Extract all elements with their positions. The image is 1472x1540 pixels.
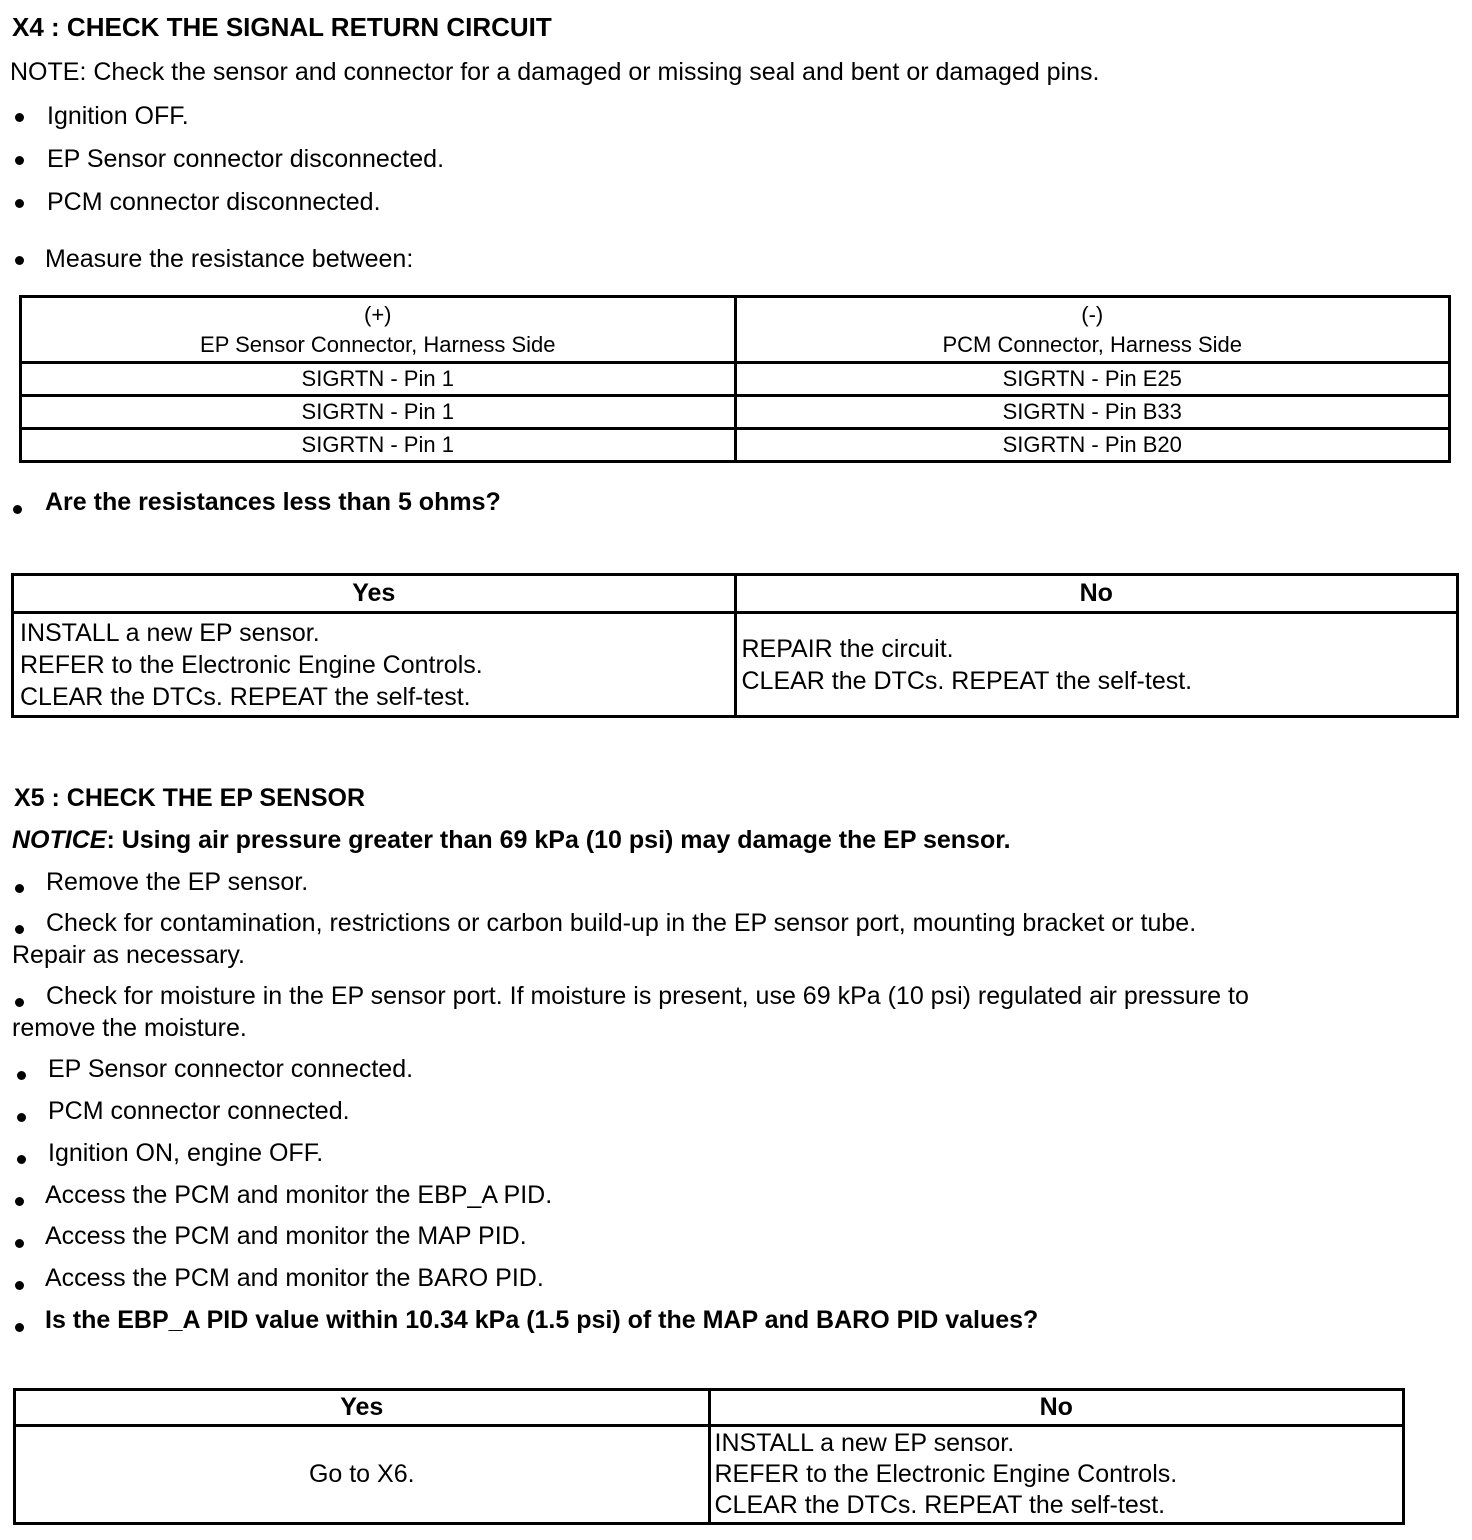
notice-text: : Using air pressure greater than 69 kPa (10 psi) may damage the EP sensor. (106, 826, 1011, 854)
bullet-icon (15, 925, 24, 934)
x4-question: Are the resistances less than 5 ohms? (45, 488, 501, 516)
bullet-icon (15, 1281, 24, 1290)
bullet-icon (15, 156, 24, 165)
bullet-icon (15, 998, 24, 1007)
x5-step: PCM connector connected. (48, 1097, 350, 1125)
yes-line: CLEAR the DTCs. REPEAT the self-test. (20, 682, 471, 711)
no-line: REPAIR the circuit. (741, 634, 954, 663)
x4-step: PCM connector disconnected. (47, 188, 381, 216)
x5-step: Check for moisture in the EP sensor port. If moisture is present, use 69 kPa (10 psi) regulated air pressure to (46, 982, 1249, 1010)
table-row (21, 429, 1450, 462)
x4-step: Ignition OFF. (47, 102, 189, 130)
x5-step: Check for contamination, restrictions or carbon build-up in the EP sensor port, mounting bracket or tube. (46, 909, 1197, 937)
x4-step: Measure the resistance between: (45, 245, 414, 273)
no-header: No (735, 575, 1458, 613)
bullet-icon (17, 1113, 26, 1122)
yes-line: INSTALL a new EP sensor. (20, 618, 320, 647)
yes-cell: Go to X6. (15, 1426, 710, 1524)
x5-step: Access the PCM and monitor the EBP_A PID. (45, 1181, 553, 1209)
x4-heading-text: : CHECK THE SIGNAL RETURN CIRCUIT (43, 12, 552, 42)
x4-decision-table (11, 573, 1459, 718)
x5-step: Access the PCM and monitor the MAP PID. (45, 1222, 527, 1250)
x5-notice (12, 825, 1011, 855)
table-cell: SIGRTN - Pin B33 (735, 396, 1450, 429)
x4-step: EP Sensor connector disconnected. (47, 145, 445, 173)
resistance-table-header (21, 297, 1450, 363)
x5-question: Is the EBP_A PID value within 10.34 kPa (1.5 psi) of the MAP and BARO PID values? (45, 1306, 1039, 1334)
no-header: No (709, 1390, 1404, 1426)
plus-column-label: EP Sensor Connector, Harness Side (200, 331, 556, 357)
x5-heading: X5 : CHECK THE EP SENSOR (14, 784, 366, 812)
table-cell: SIGRTN - Pin E25 (735, 363, 1450, 396)
x4-heading-code: X4 (12, 12, 44, 42)
table-cell: SIGRTN - Pin B20 (735, 429, 1450, 462)
no-cell (735, 613, 1458, 717)
bullet-icon (13, 505, 22, 514)
table-cell: SIGRTN - Pin 1 (21, 429, 736, 462)
bullet-icon (15, 256, 24, 265)
no-line: INSTALL a new EP sensor. (714, 1429, 1015, 1457)
bullet-icon (15, 113, 24, 122)
x5-decision-table (13, 1388, 1405, 1525)
resistance-table (19, 295, 1451, 463)
bullet-icon (15, 884, 24, 893)
x4-decision-row (13, 613, 1458, 717)
plus-symbol: (+) (364, 301, 392, 327)
x4-heading (12, 12, 552, 42)
x5-step: EP Sensor connector connected. (48, 1055, 414, 1083)
x4-decision-header (13, 575, 1458, 613)
bullet-icon (17, 1155, 26, 1164)
x5-step-continued: Repair as necessary. (12, 941, 245, 969)
bullet-icon (15, 1197, 24, 1206)
no-line: CLEAR the DTCs. REPEAT the self-test. (741, 666, 1193, 695)
bullet-icon (15, 1239, 24, 1248)
plus-column-header (21, 297, 736, 363)
x5-decision-header (15, 1390, 1404, 1426)
table-row (21, 396, 1450, 429)
yes-header: Yes (13, 575, 736, 613)
x5-step: Access the PCM and monitor the BARO PID. (45, 1264, 544, 1292)
no-cell (709, 1426, 1404, 1524)
bullet-icon (15, 199, 24, 208)
yes-line: REFER to the Electronic Engine Controls. (20, 650, 483, 679)
no-line: REFER to the Electronic Engine Controls. (714, 1460, 1178, 1488)
minus-column-label: PCM Connector, Harness Side (942, 331, 1243, 357)
yes-header: Yes (15, 1390, 710, 1426)
x4-note: NOTE: Check the sensor and connector for a damaged or missing seal and bent or damaged pins. (10, 58, 1100, 86)
x5-step: Ignition ON, engine OFF. (48, 1139, 324, 1167)
bullet-icon (15, 1323, 24, 1332)
x5-decision-row (15, 1426, 1404, 1524)
bullet-icon (17, 1071, 26, 1080)
minus-symbol: (-) (1081, 301, 1104, 327)
table-row (21, 363, 1450, 396)
minus-column-header (735, 297, 1450, 363)
no-line: CLEAR the DTCs. REPEAT the self-test. (714, 1491, 1166, 1519)
notice-label: NOTICE (12, 826, 107, 854)
table-cell: SIGRTN - Pin 1 (21, 363, 736, 396)
x5-step-continued: remove the moisture. (12, 1014, 247, 1042)
x5-step: Remove the EP sensor. (46, 868, 309, 896)
yes-cell (13, 613, 736, 717)
table-cell: SIGRTN - Pin 1 (21, 396, 736, 429)
